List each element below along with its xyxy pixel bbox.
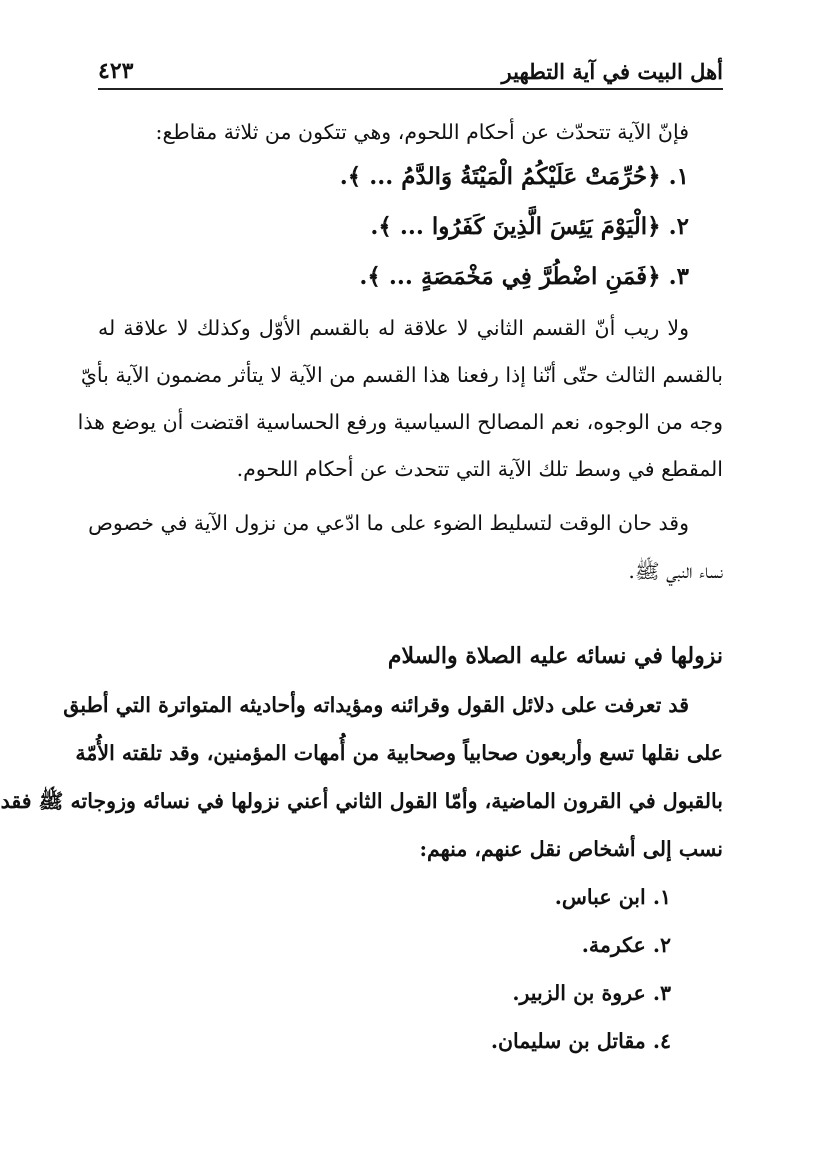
intro-line: فإنّ الآية تتحدّث عن أحكام اللحوم، وهي تتكون من ثلاثة مقاطع: bbox=[155, 120, 689, 144]
para3-line-1: قد تعرفت على دلائل القول وقرائنه ومؤيداته وأحاديثه المتواترة التي أطبق bbox=[63, 693, 689, 717]
list-item-4: ٤. مقاتل بن سليمان. bbox=[490, 1029, 671, 1053]
para1-line-1: ولا ريب أنّ القسم الثاني لا علاقة له بالقسم الأوّل وكذلك لا علاقة له bbox=[98, 316, 689, 340]
para3-line-3: بالقبول في القرون الماضية، وأمّا القول الثاني أعني نزولها في نسائه وزوجاته ﷺ فقد bbox=[0, 789, 723, 813]
para2-line-2: نساء النبي ﷺ. bbox=[628, 559, 723, 583]
para3-line-2: على نقلها تسع وأربعون صحابياً وصحابية من أُمهات المؤمنين، وقد تلقته الأُمّة bbox=[75, 741, 723, 765]
para1-line-3: وجه من الوجوه، نعم المصالح السياسية ورفع الحساسية اقتضت أن يوضع هذا bbox=[77, 410, 723, 434]
list-item-3: ٣. عروة بن الزبير. bbox=[512, 981, 671, 1005]
page-number: ٤٢٣ bbox=[98, 58, 134, 84]
list-item-1: ١. ابن عباس. bbox=[554, 885, 671, 909]
running-title: أهل البيت في آية التطهير bbox=[501, 59, 723, 84]
segment-3: ٣. ﴿فَمَنِ اضْطُرَّ فِي مَخْمَصَةٍ ... ﴾. bbox=[359, 263, 689, 290]
page-header bbox=[98, 44, 723, 90]
segment-2: ٢. ﴿الْيَوْمَ يَئِسَ الَّذِينَ كَفَرُوا ... ﴾. bbox=[370, 213, 689, 240]
para3-line-4: نسب إلى أشخاص نقل عنهم، منهم: bbox=[419, 837, 723, 861]
para1-line-2: بالقسم الثالث حتّى أنّنا إذا رفعنا هذا القسم من الآية لا يتأثر مضمون الآية بأيّ bbox=[80, 363, 723, 387]
list-item-2: ٢. عكرمة. bbox=[581, 933, 671, 957]
para1-line-4: المقطع في وسط تلك الآية التي تتحدث عن أحكام اللحوم. bbox=[236, 457, 723, 481]
segment-1: ١. ﴿حُرِّمَتْ عَلَيْكُمُ الْمَيْتَةُ وَالدَّمُ ... ﴾. bbox=[339, 163, 689, 190]
para2-line-1: وقد حان الوقت لتسليط الضوء على ما ادّعي من نزول الآية في خصوص bbox=[88, 511, 689, 535]
section-heading: نزولها في نسائه عليه الصلاة والسلام bbox=[387, 643, 723, 669]
